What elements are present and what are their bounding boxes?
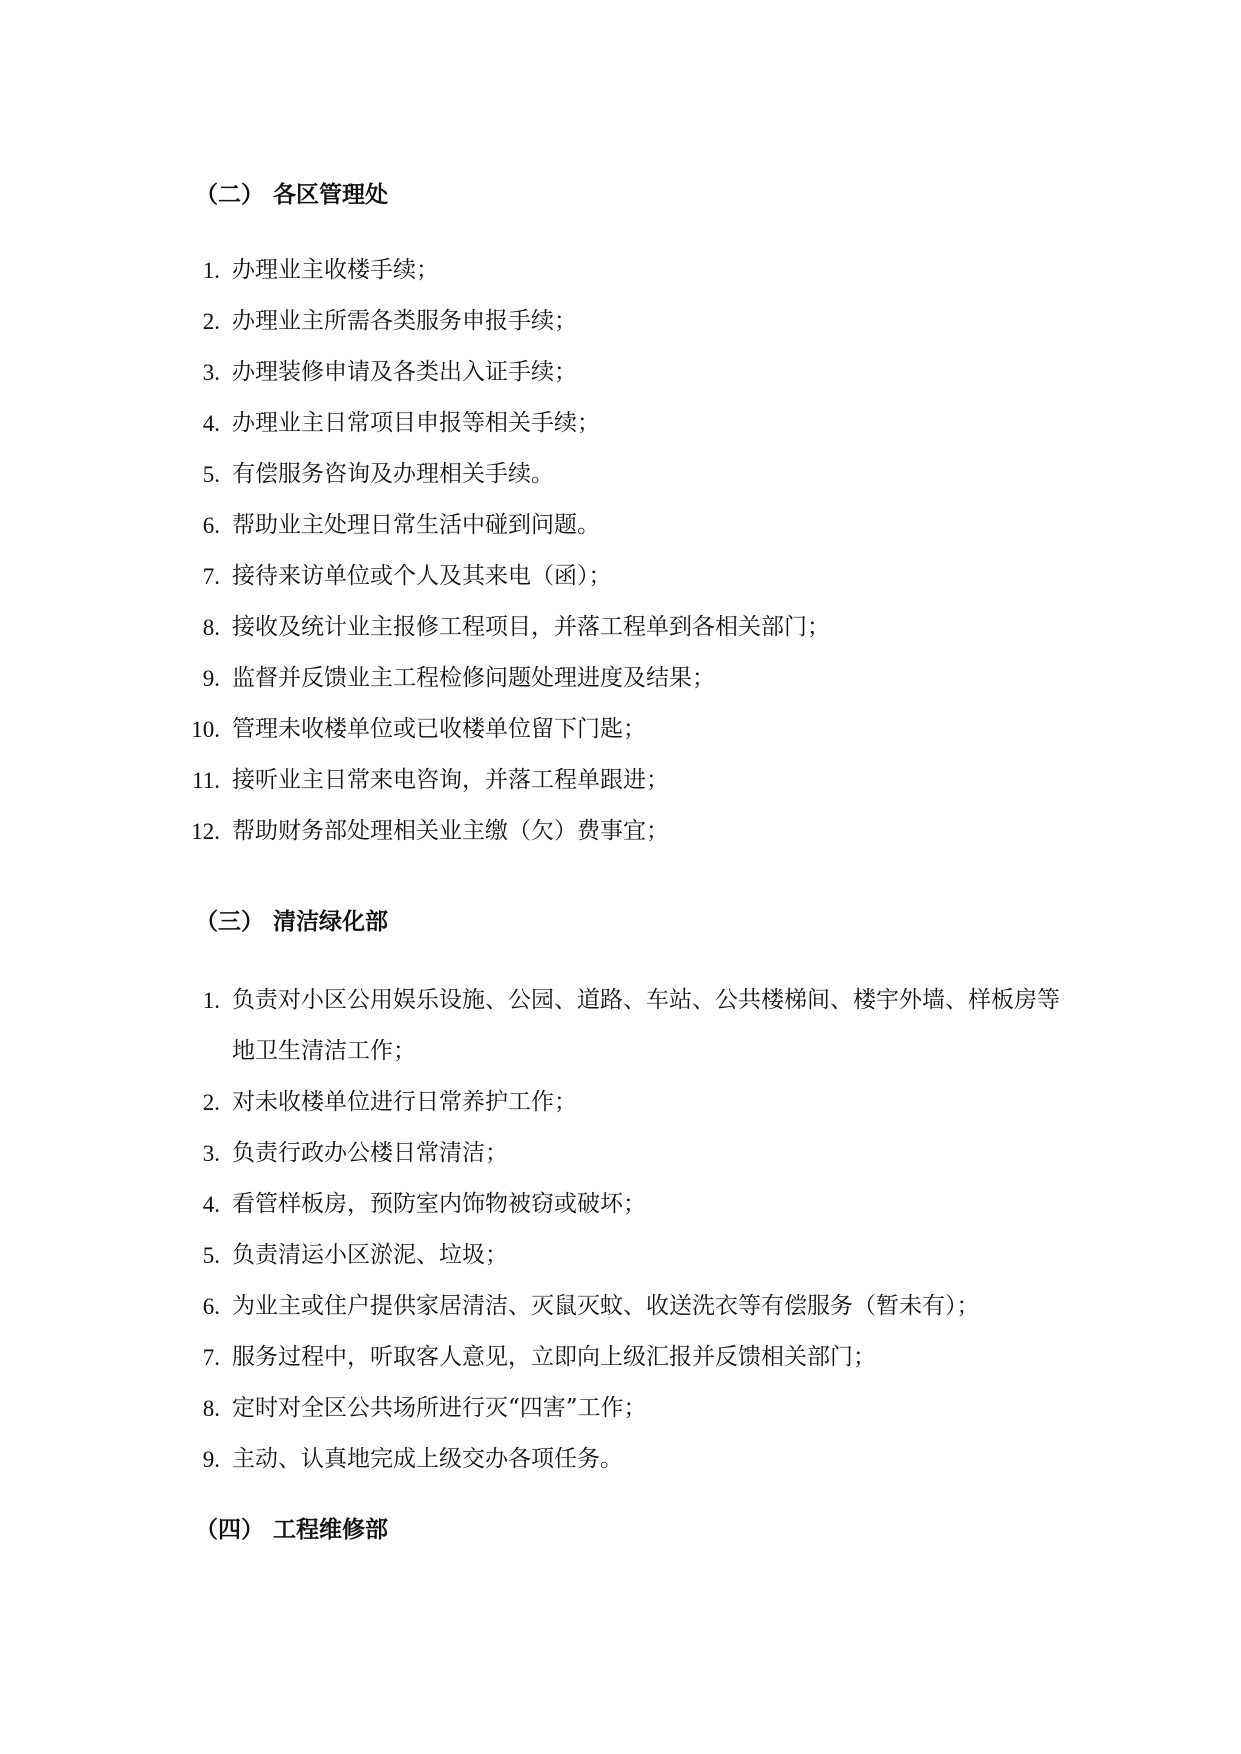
list-item <box>186 1077 1066 1128</box>
list-item-text: 服务过程中，听取客人意见，立即向上级汇报并反馈相关部门； <box>232 1344 876 1370</box>
list-item-text: 定时对全区公共场所进行灭“四害”工作； <box>232 1395 647 1421</box>
list-item-text: 接听业主日常来电咨询，并落工程单跟进； <box>232 767 669 793</box>
list-item <box>186 975 1066 1077</box>
section-number: （四） <box>195 1516 264 1543</box>
list-item-text: 接待来访单位或个人及其来电（函）； <box>232 563 612 589</box>
list-item-index: 9. <box>202 666 220 691</box>
section-title: 清洁绿化部 <box>273 908 388 935</box>
list-item <box>186 500 1066 551</box>
list-item-index: 5. <box>202 462 220 487</box>
list-item-text: 监督并反馈业主工程检修问题处理进度及结果； <box>232 665 715 691</box>
list-item <box>186 806 1066 857</box>
list-item-index: 6. <box>202 1294 220 1319</box>
list-item-text: 负责对小区公用娱乐设施、公园、道路、车站、公共楼梯间、楼宇外墙、样板房等地卫生清洁工作； <box>232 987 1060 1064</box>
list-item-index: 3. <box>202 1141 220 1166</box>
list-item-text: 对未收楼单位进行日常养护工作； <box>232 1089 577 1115</box>
list-item-index: 1. <box>202 258 220 283</box>
list-item <box>186 602 1066 653</box>
list-item-index: 6. <box>202 513 220 538</box>
list-item-index: 2. <box>202 1090 220 1115</box>
list-item-text: 帮助财务部处理相关业主缴（欠）费事宜； <box>232 818 669 844</box>
list-item-text: 办理业主收楼手续； <box>232 257 439 283</box>
list-item <box>186 1230 1066 1281</box>
list-item-text: 负责行政办公楼日常清洁； <box>232 1140 508 1166</box>
list-item <box>186 653 1066 704</box>
list-item-index: 10. <box>191 717 220 742</box>
list-item-text: 管理未收楼单位或已收楼单位留下门匙； <box>232 716 646 742</box>
list-item-text: 看管样板房，预防室内饰物被窃或破坏； <box>232 1191 646 1217</box>
list-item <box>186 1434 1066 1485</box>
list-item-index: 4. <box>202 1192 220 1217</box>
list-item <box>186 1179 1066 1230</box>
section-title: 工程维修部 <box>273 1516 388 1543</box>
section-heading <box>195 180 388 210</box>
list-item <box>186 398 1066 449</box>
list-item-index: 8. <box>202 1396 220 1421</box>
section-number: （三） <box>195 908 264 935</box>
list-item-index: 12. <box>191 819 220 844</box>
list-item <box>186 449 1066 500</box>
list-item-text: 办理业主所需各类服务申报手续； <box>232 308 577 334</box>
list-item <box>186 245 1066 296</box>
list-item <box>186 704 1066 755</box>
list-item <box>186 1383 1066 1434</box>
list-item-text: 为业主或住户提供家居清洁、灭鼠灭蚊、收送洗衣等有偿服务（暂未有）； <box>232 1293 980 1319</box>
section-number: （二） <box>195 181 264 208</box>
section-heading <box>195 907 388 937</box>
list-item-index: 8. <box>202 615 220 640</box>
list-item <box>186 1128 1066 1179</box>
list-item-index: 4. <box>202 411 220 436</box>
list-item-text: 帮助业主处理日常生活中碰到问题。 <box>232 512 600 538</box>
section-heading <box>195 1515 388 1545</box>
list-item-index: 7. <box>202 1345 220 1370</box>
section-title: 各区管理处 <box>273 181 388 208</box>
list-item-text: 办理业主日常项目申报等相关手续； <box>232 410 600 436</box>
list-item-index: 9. <box>202 1447 220 1472</box>
list-item-index: 11. <box>192 768 220 793</box>
list-item <box>186 296 1066 347</box>
list-item-index: 3. <box>202 360 220 385</box>
list-item-text: 办理装修申请及各类出入证手续； <box>232 359 577 385</box>
list-item-text: 主动、认真地完成上级交办各项任务。 <box>232 1446 623 1472</box>
list-item-index: 1. <box>202 988 220 1013</box>
list-item-text: 有偿服务咨询及办理相关手续。 <box>232 461 554 487</box>
list-item <box>186 1281 1066 1332</box>
list-item-text: 负责清运小区淤泥、垃圾； <box>232 1242 508 1268</box>
list-item <box>186 755 1066 806</box>
list-item <box>186 551 1066 602</box>
list-item <box>186 1332 1066 1383</box>
list-item-index: 5. <box>202 1243 220 1268</box>
list-item-index: 7. <box>202 564 220 589</box>
list-item-text: 接收及统计业主报修工程项目，并落工程单到各相关部门； <box>232 614 830 640</box>
list-item <box>186 347 1066 398</box>
list-item-index: 2. <box>202 309 220 334</box>
